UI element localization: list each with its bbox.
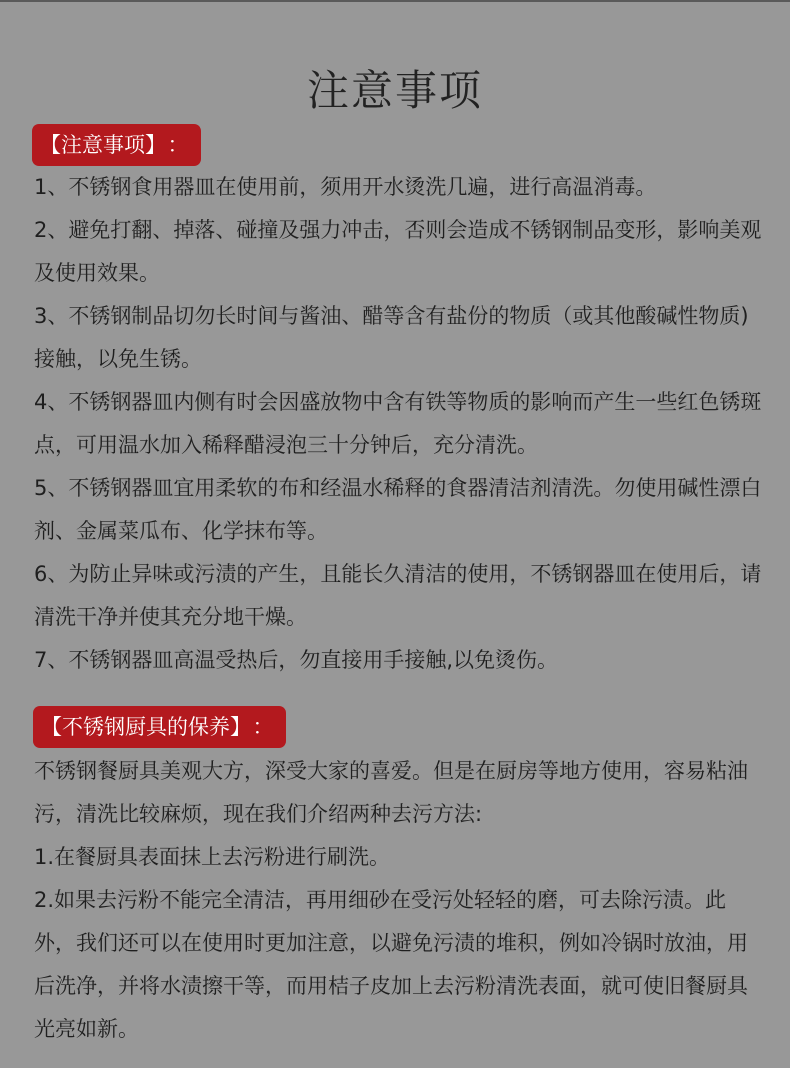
paragraph: 2.如果去污粉不能完全清洁，再用细砂在受污处轻轻的磨，可去除污渍。此外，我们还可以在使用时更加注意，以避免污渍的堆积，例如冷锅时放油，用后洗净，并将水渍擦干等，而用桔子皮加上去污粉清洗表面，就可使旧餐厨具光亮如新。 — [34, 888, 748, 1041]
paragraph: 1.在餐厨具表面抹上去污粉进行刷洗。 — [34, 845, 391, 869]
section-heading-colon: ： — [167, 133, 189, 157]
section-heading-precautions: 【注意事项】 — [40, 133, 156, 157]
section-heading-maintenance: 【不锈钢厨具的保养】 — [41, 715, 241, 739]
list-item: 6、为防止异味或污渍的产生，且能长久清洁的使用，不锈钢器皿在使用后，请清洗干净并使其充分地干燥。 — [34, 562, 762, 629]
list-item: 1、不锈钢食用器皿在使用前，须用开水烫洗几遍，进行高温消毒。 — [34, 175, 657, 199]
precautions-list — [34, 166, 762, 682]
list-item: 3、不锈钢制品切勿长时间与酱油、醋等含有盐份的物质（或其他酸碱性物质)接触，以免生锈。 — [34, 304, 749, 371]
maintenance-text — [34, 750, 762, 1051]
page-title: 注意事项 — [306, 66, 483, 116]
list-item: 5、不锈钢器皿宜用柔软的布和经温水稀释的食器清洁剂清洗。勿使用碱性漂白剂、金属菜瓜布、化学抹布等。 — [34, 476, 762, 543]
section-heading-colon: ： — [252, 715, 274, 739]
list-item: 2、避免打翻、掉落、碰撞及强力冲击，否则会造成不锈钢制品变形，影响美观及使用效果。 — [34, 218, 762, 285]
list-item: 7、不锈钢器皿高温受热后，勿直接用手接触,以免烫伤。 — [34, 648, 559, 672]
top-divider — [0, 0, 790, 2]
section-badge-precautions — [32, 124, 201, 166]
section-badge-maintenance — [33, 706, 286, 748]
list-item: 4、不锈钢器皿内侧有时会因盛放物中含有铁等物质的影响而产生一些红色锈斑点，可用温水加入稀释醋浸泡三十分钟后，充分清洗。 — [34, 390, 762, 457]
paragraph: 不锈钢餐厨具美观大方，深受大家的喜爱。但是在厨房等地方使用，容易粘油污，清洗比较麻烦，现在我们介绍两种去污方法: — [34, 759, 748, 826]
